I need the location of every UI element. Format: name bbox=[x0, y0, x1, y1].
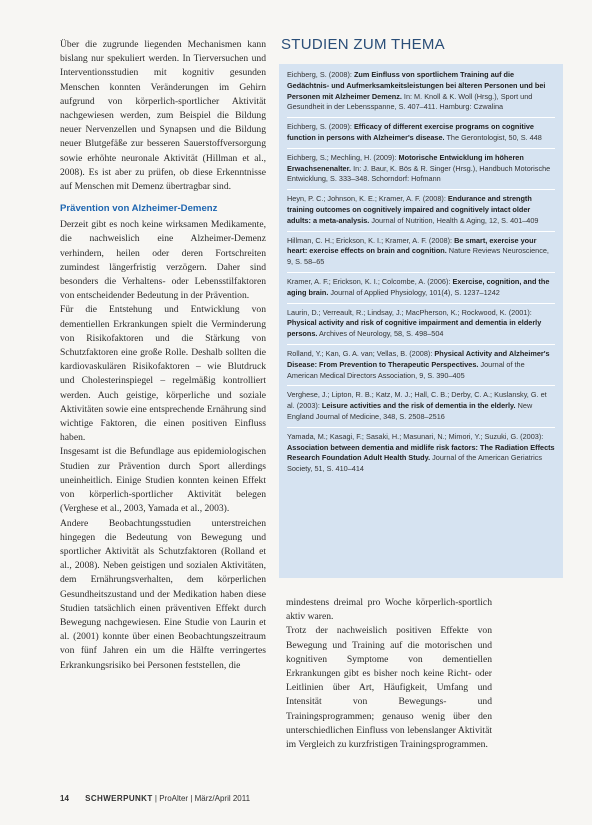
reference-entry bbox=[287, 304, 555, 345]
reference-authors: Yamada, M.; Kasagi, F.; Sasaki, H.; Masunari, N.; Mimori, Y.; Suzuki, G. (2003): bbox=[287, 431, 544, 441]
reference-authors: Kramer, A. F.; Erickson, K. I.; Colcombe, A. (2006): bbox=[287, 276, 453, 286]
reference-title: Endurance and strength training outcomes on cognitively impaired and cognitively intact older adults: a meta-analysis. bbox=[287, 194, 532, 225]
reference-entry bbox=[287, 232, 555, 273]
reference-title: Motorische Entwicklung im höheren Erwachsenenalter. bbox=[287, 152, 524, 173]
reference-title: Physical activity and risk of cognitive impairment and dementia in elderly persons. bbox=[287, 318, 542, 339]
reference-authors: Heyn, P. C.; Johnson, K. E.; Kramer, A. F. (2008): bbox=[287, 194, 448, 204]
reference-entry bbox=[287, 190, 555, 231]
reference-source: Journal of Nutrition, Health & Aging, 12, S. 401–409 bbox=[369, 215, 539, 225]
reference-authors: Rolland, Y.; Kan, G. A. van; Vellas, B. (2008): bbox=[287, 348, 435, 358]
reference-authors: Hillman, C. H.; Erickson, K. I.; Kramer, A. F. (2008): bbox=[287, 235, 455, 245]
reference-authors: Laurin, D.; Verreault, R.; Lindsay, J.; MacPherson, K.; Rockwood, K. (2001): bbox=[287, 307, 532, 317]
reference-entry bbox=[287, 118, 555, 149]
reference-entry bbox=[287, 66, 555, 118]
reference-source: Archives of Neurology, 58, S. 498–504 bbox=[317, 329, 444, 339]
reference-entry bbox=[287, 149, 555, 190]
reference-authors: Eichberg, S. (2008): bbox=[287, 70, 354, 79]
reference-source: Journal of Applied Physiology, 101(4), S. 1237–1242 bbox=[328, 287, 500, 297]
paragraph: mindestens dreimal pro Woche körperlich-sportlich aktiv waren. bbox=[286, 597, 492, 623]
reference-authors: Eichberg, S.; Mechling, H. (2009): bbox=[287, 152, 399, 162]
reference-title: Be smart, exercise your heart: exercise effects on brain and cognition. bbox=[287, 235, 537, 256]
reference-entry bbox=[287, 386, 555, 427]
reference-source: Journal of the American Geriatrics Society, 51, S. 410–414 bbox=[287, 453, 543, 474]
left-text-column bbox=[60, 38, 266, 673]
reference-title: Association between dementia and midlife risk factors: The Radiation Effects Research Foundation Adult Health Study. bbox=[287, 442, 555, 463]
issue-label: | ProAlter | März/April 2011 bbox=[154, 794, 251, 803]
reference-entry bbox=[287, 345, 555, 386]
section-label: SCHWERPUNKT bbox=[85, 794, 153, 803]
paragraph: Über die zugrunde liegenden Mechanismen kann bislang nur spekuliert werden. In Tierversuchen und Interventionsstudien mit kognitiv gesunden Menschen konnten Veränderungen im Gehirn aufgrund von körperlich-sportlicher Aktivität nachgewiesen werden, zum Beispiel die Bildung neuer Nervenzellen und Synapsen und die Bildung neuer Blutgefäße zur besseren Sauerstoffversorgung sowie erhöhte neuronale Aktivität (Hillman et al., 2008). Es ist aber zu prüfen, ob diese Erkenntnisse auf Menschen mit Demenz übertragbar sind. bbox=[60, 39, 266, 193]
reference-source: New England Journal of Medicine, 348, S. 2508–2516 bbox=[287, 401, 533, 421]
reference-source: The Gerontologist, 50, S. 448 bbox=[444, 132, 542, 142]
box-title: STUDIEN ZUM THEMA bbox=[281, 36, 445, 53]
reference-title: Exercise, cognition, and the aging brain. bbox=[287, 276, 550, 297]
page-footer bbox=[60, 794, 250, 803]
reference-source: In: J. Baur, K. Bös & R. Singer (Hrsg.), Handbuch Motorische Entwicklung, S. 333–348. Schorndorf: Hofmann bbox=[287, 163, 551, 184]
paragraph: Andere Beobachtungsstudien unterstreichen hingegen die Bedeutung von Bewegung und sportlicher Aktivität als Schutzfaktoren (Rolland et al., 2008). Neben geistigen und sozialen Aktivitäten, dem Ernährungsverhalten, dem körperlichen Gesundheitszustand und der Medikation haben diese Studien tatsächlich einen präventiven Effekt durch Bewegung nachgewiesen. Eine Studie von Laurin et al. (2001) konnte über einen Beobachtungszeitraum von fünf Jahren ein um die Hälfte verringertes Erkrankungsrisiko bei Personen feststellen, die bbox=[60, 517, 266, 671]
paragraph: Für die Entstehung und Entwicklung von dementiellen Erkrankungen spielt die Verminderung von Risikofaktoren und die Stärkung von Schutzfaktoren eine große Rolle. Deshalb sollten die kardiovaskulären Risikofaktoren – wie Blutdruck und Cholesterinspiegel – regelmäßig kontrolliert werden. Auch geistige, körperliche und soziale Aktivitäten sowie eine entsprechende Ernährung sind wichtige Faktoren, die einen positiven Einfluss haben. bbox=[60, 304, 266, 444]
reference-authors: Eichberg, S. (2009): bbox=[287, 122, 354, 132]
reference-authors: Verghese, J.; Lipton, R. B.; Katz, M. J.; Hall, C. B.; Derby, C. A.; Kuslansky, G. et al. (2003): bbox=[287, 390, 547, 411]
reference-list bbox=[279, 64, 563, 578]
reference-entry bbox=[287, 273, 555, 304]
right-text-column bbox=[286, 596, 492, 752]
reference-source: Nature Reviews Neuroscience, 9, S. 58–65 bbox=[287, 246, 549, 267]
paragraph: Derzeit gibt es noch keine wirksamen Medikamente, die nachweislich eine Alzheimer-Demenz verhindern, heilen oder deren Fortschreiten zumindest längerfristig verzögern. Daher sind besonders die Verhaltens- oder Lebensstilfaktoren von entscheidender Bedeutung in der Prävention. bbox=[60, 219, 266, 302]
paragraph: Insgesamt ist die Befundlage aus epidemiologischen Studien zur Prävention durch Sport allerdings uneinheitlich. Einige Studien konnten keinen Effekt von körperlich-sportlicher Aktivität belegen (Verghese et al., 2003, Yamada et al., 2003). bbox=[60, 446, 266, 515]
page-number: 14 bbox=[60, 794, 69, 803]
reference-source: Journal of the American Medical Directors Association, 9, S. 390–405 bbox=[287, 359, 525, 380]
reference-entry bbox=[287, 428, 555, 479]
paragraph: Trotz der nachweislich positiven Effekte von Bewegung und Training auf die motorischen und kognitiven Symptome von dementiellen Erkrankungen gibt es bisher noch keine Richt- oder Leitlinien über Art, Häufigkeit, Umfang und Intensität von Bewegungs- und Trainingsprogrammen; genauso wenig über den unterschiedlichen Einfluss von lebenslanger Aktivität im Vergleich zu kurzfristigen Trainingsprogrammen. bbox=[286, 625, 492, 751]
reference-title: Physical Activity and Alzheimer's Disease: From Prevention to Therapeutic Perspectives. bbox=[287, 348, 550, 369]
reference-title: Zum Einfluss von sportlichem Training auf die Gedächtnis- und Aufmerksamkeitsleistungen bei älteren Personen und bei Personen mit Alzheimer Demenz. bbox=[287, 70, 546, 101]
studies-box bbox=[279, 36, 563, 582]
reference-title: Leisure activities and the risk of dementia in the elderly. bbox=[321, 401, 516, 411]
reference-source: In: M. Knoll & K. Woll (Hrsg.), Sport und Gesundheit in der Lebensspanne, S. 407–411. Hamburg: Czwalina bbox=[287, 91, 533, 112]
section-heading: Prävention von Alzheimer-Demenz bbox=[60, 203, 218, 215]
reference-title: Efficacy of different exercise programs on cognitive function in persons with Alzheimer's disease. bbox=[287, 122, 534, 142]
